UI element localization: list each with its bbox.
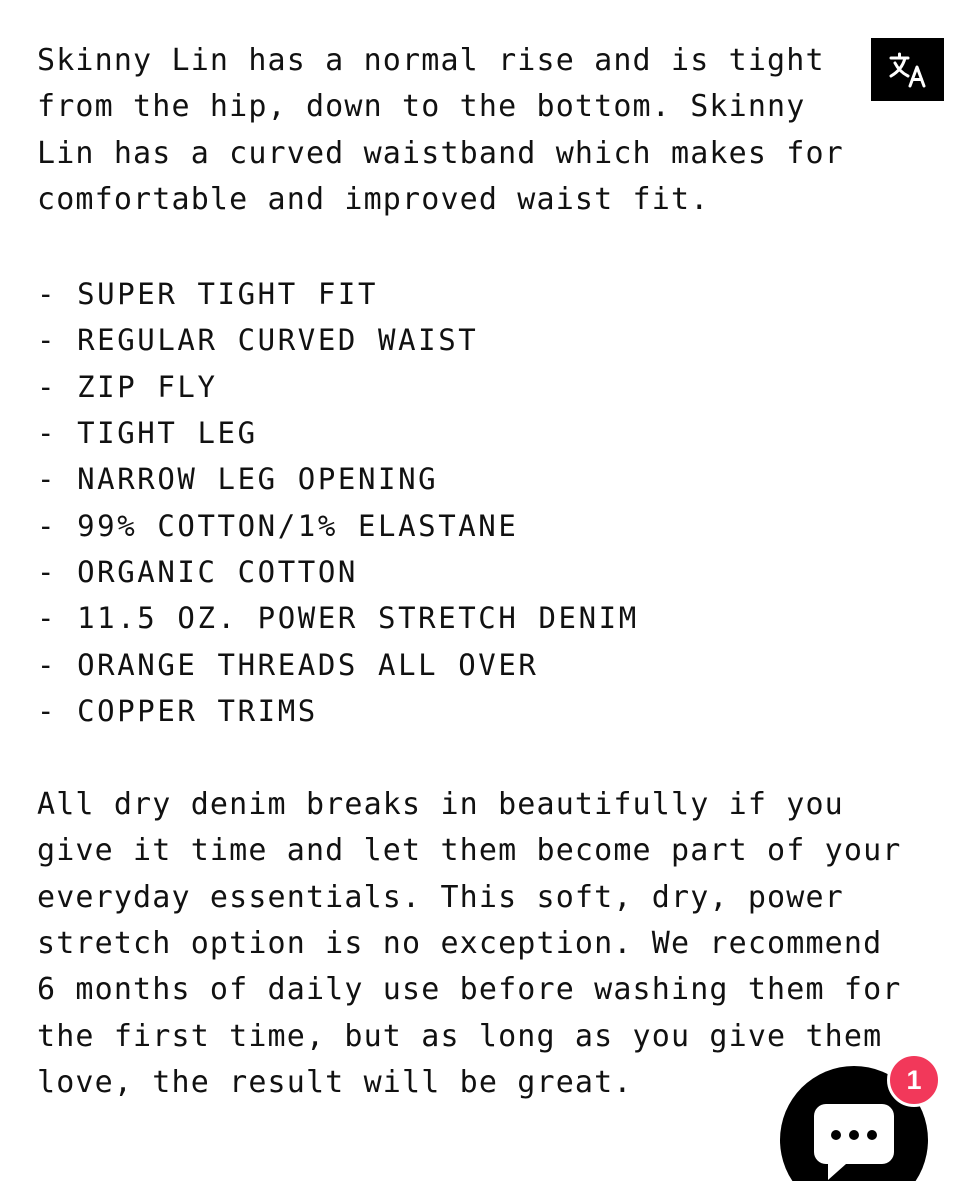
translate-button[interactable] [871, 38, 944, 101]
feature-item: - ORANGE THREADS ALL OVER [37, 647, 539, 682]
feature-list [37, 271, 937, 734]
care-line: give it time and let them become part of your [37, 833, 902, 869]
feature-item: - COPPER TRIMS [37, 693, 318, 728]
care-line: stretch option is no exception. We recommend [37, 926, 883, 962]
feature-item: - ZIP FLY [37, 369, 218, 404]
care-line: love, the result will be great. [37, 1064, 633, 1100]
feature-item: - TIGHT LEG [37, 416, 258, 451]
feature-item: - SUPER TIGHT FIT [37, 277, 379, 312]
feature-item: - REGULAR CURVED WAIST [37, 323, 479, 358]
intro-line: Skinny Lin has a normal rise and is tight [37, 43, 825, 78]
intro-line: comfortable and improved waist fit. [37, 181, 710, 217]
intro-line: from the hip, down to the bottom. Skinny [37, 89, 806, 125]
care-line: All dry denim breaks in beautifully if you [37, 787, 844, 823]
intro-line: Lin has a curved waistband which makes for [37, 135, 844, 171]
translate-icon [888, 50, 928, 90]
care-paragraph [37, 782, 937, 1106]
care-line: the first time, but as long as you give them [37, 1018, 883, 1054]
care-line: 6 months of daily use before washing them for [37, 972, 902, 1008]
feature-item: - NARROW LEG OPENING [37, 462, 439, 497]
care-line: everyday essentials. This soft, dry, power [37, 879, 844, 915]
product-description [37, 38, 937, 1106]
unread-badge: 1 [887, 1053, 941, 1107]
feature-item: - ORGANIC COTTON [37, 554, 358, 589]
chat-bubble-icon [810, 1098, 898, 1181]
intro-paragraph [37, 38, 937, 223]
feature-item: - 11.5 OZ. POWER STRETCH DENIM [37, 601, 639, 636]
feature-item: - 99% COTTON/1% ELASTANE [37, 508, 519, 543]
